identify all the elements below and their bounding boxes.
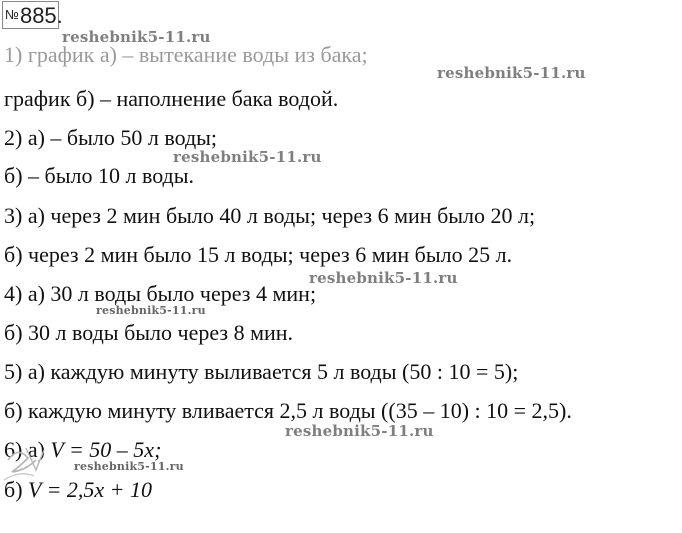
line-12-prefix: б) bbox=[4, 477, 29, 502]
watermark: reshebnik5-11.ru bbox=[437, 64, 586, 82]
formula-b: V = 2,5x + 10 bbox=[28, 477, 153, 502]
answer-line-7: 4) а) 30 л воды было через 4 мин; bbox=[4, 281, 317, 306]
number-sign: № bbox=[5, 7, 19, 22]
exercise-number: 885. bbox=[19, 3, 63, 28]
answer-line-8: б) 30 л воды было через 8 мин. bbox=[4, 320, 294, 345]
scribble-mark bbox=[2, 434, 72, 494]
line-11-prefix: 6) а) bbox=[4, 437, 51, 462]
answer-line-4: б) – было 10 л воды. bbox=[4, 163, 195, 188]
watermark: reshebnik5-11.ru bbox=[309, 269, 458, 287]
exercise-number-badge bbox=[2, 1, 63, 29]
answer-line-10: б) каждую минуту вливается 2,5 л воды ((35 – 10) : 10 = 2,5). bbox=[4, 398, 572, 423]
watermark: reshebnik5-11.ru bbox=[96, 304, 206, 317]
answer-line-9: 5) а) каждую минуту выливается 5 л воды (50 : 10 = 5); bbox=[4, 359, 519, 384]
watermark: reshebnik5-11.ru bbox=[173, 148, 322, 166]
answer-line-6: б) через 2 мин было 15 л воды; через 6 мин было 25 л. bbox=[4, 242, 513, 267]
answer-line-3: 2) а) – было 50 л воды; bbox=[4, 125, 218, 150]
watermark: reshebnik5-11.ru bbox=[62, 28, 211, 46]
watermark: reshebnik5-11.ru bbox=[285, 422, 434, 440]
answer-line-2: график б) – наполнение бака водой. bbox=[4, 86, 339, 111]
answer-line-1: 1) график а) – вытекание воды из бака; bbox=[4, 42, 368, 67]
watermark: reshebnik5-11.ru bbox=[74, 460, 184, 473]
formula-a: V = 50 – 5x; bbox=[50, 437, 162, 462]
answer-line-5: 3) а) через 2 мин было 40 л воды; через 6 мин было 20 л; bbox=[4, 203, 536, 228]
